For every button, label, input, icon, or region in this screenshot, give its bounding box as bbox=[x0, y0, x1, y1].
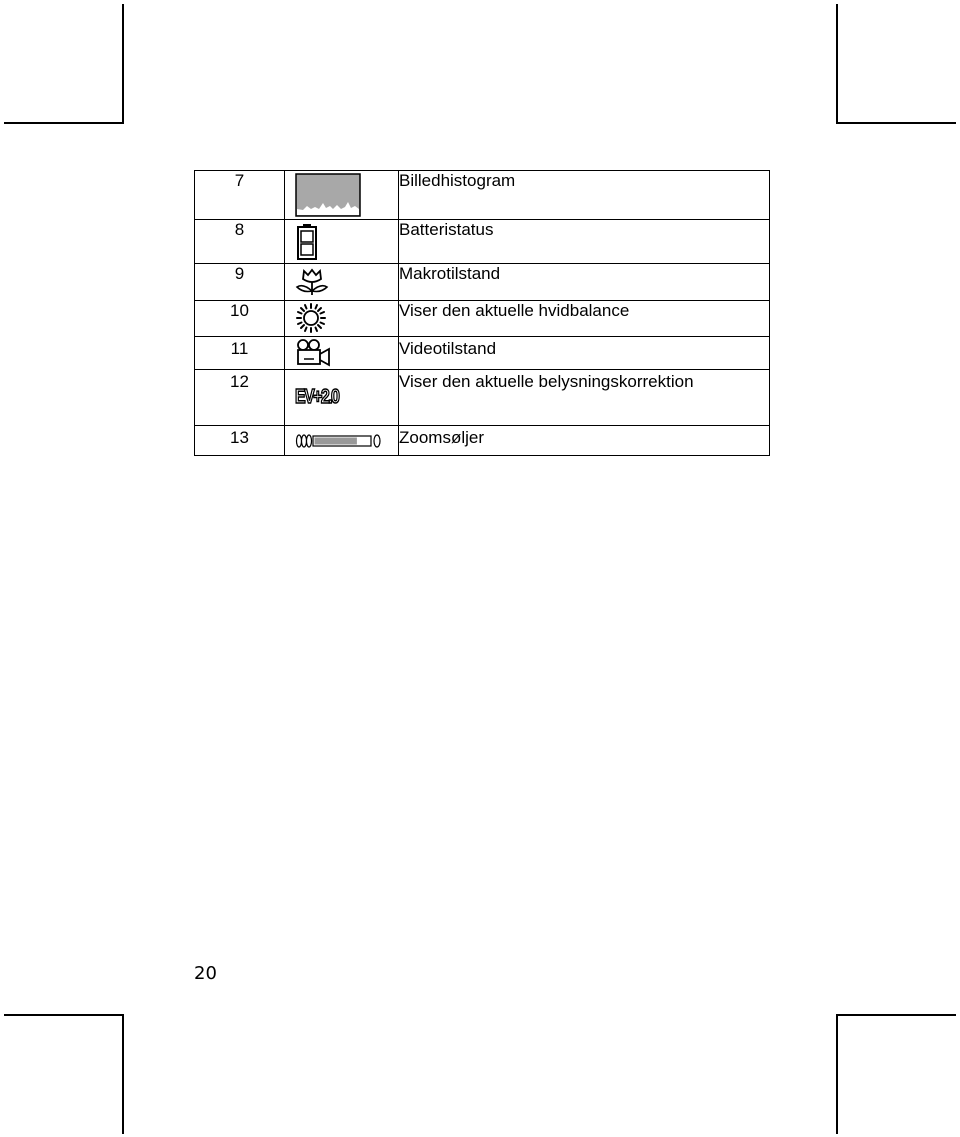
table-row bbox=[195, 301, 770, 337]
row-number: 9 bbox=[195, 264, 285, 301]
zoom-level-fill bbox=[315, 438, 357, 445]
crop-mark-top-right-horizontal bbox=[836, 122, 956, 124]
histogram-icon bbox=[295, 173, 361, 217]
row-number: 7 bbox=[195, 171, 285, 220]
crop-mark-bottom-left-vertical bbox=[122, 1014, 124, 1134]
row-number: 8 bbox=[195, 220, 285, 264]
white-balance-sun-icon bbox=[295, 302, 327, 334]
crop-mark-top-right-vertical bbox=[836, 4, 838, 124]
table-row bbox=[195, 220, 770, 264]
crop-mark-top-left-vertical bbox=[122, 4, 124, 124]
row-label: Makrotilstand bbox=[399, 264, 770, 301]
row-label: Viser den aktuelle hvidbalance bbox=[399, 301, 770, 337]
row-label: Batteristatus bbox=[399, 220, 770, 264]
icon-legend-table bbox=[194, 170, 770, 456]
row-label: Zoomsøljer bbox=[399, 426, 770, 456]
page-number: 20 bbox=[194, 963, 217, 984]
table-row bbox=[195, 426, 770, 456]
zoom-slider-icon bbox=[295, 433, 383, 449]
crop-mark-top-left-horizontal bbox=[4, 122, 124, 124]
row-label: Videotilstand bbox=[399, 337, 770, 370]
table-row bbox=[195, 337, 770, 370]
row-number: 13 bbox=[195, 426, 285, 456]
exposure-compensation-icon: EV+2.0 bbox=[295, 386, 339, 408]
battery-icon bbox=[295, 223, 319, 261]
video-camera-icon bbox=[295, 339, 333, 367]
row-number: 11 bbox=[195, 337, 285, 370]
table-row bbox=[195, 370, 770, 426]
crop-mark-bottom-right-horizontal bbox=[836, 1014, 956, 1016]
row-label: Viser den aktuelle belysningskorrektion bbox=[399, 370, 770, 426]
row-number: 12 bbox=[195, 370, 285, 426]
table-row bbox=[195, 264, 770, 301]
row-label: Billedhistogram bbox=[399, 171, 770, 220]
table-row bbox=[195, 171, 770, 220]
crop-mark-bottom-left-horizontal bbox=[4, 1014, 124, 1016]
macro-flower-icon bbox=[295, 267, 329, 297]
crop-mark-bottom-right-vertical bbox=[836, 1014, 838, 1134]
row-number: 10 bbox=[195, 301, 285, 337]
